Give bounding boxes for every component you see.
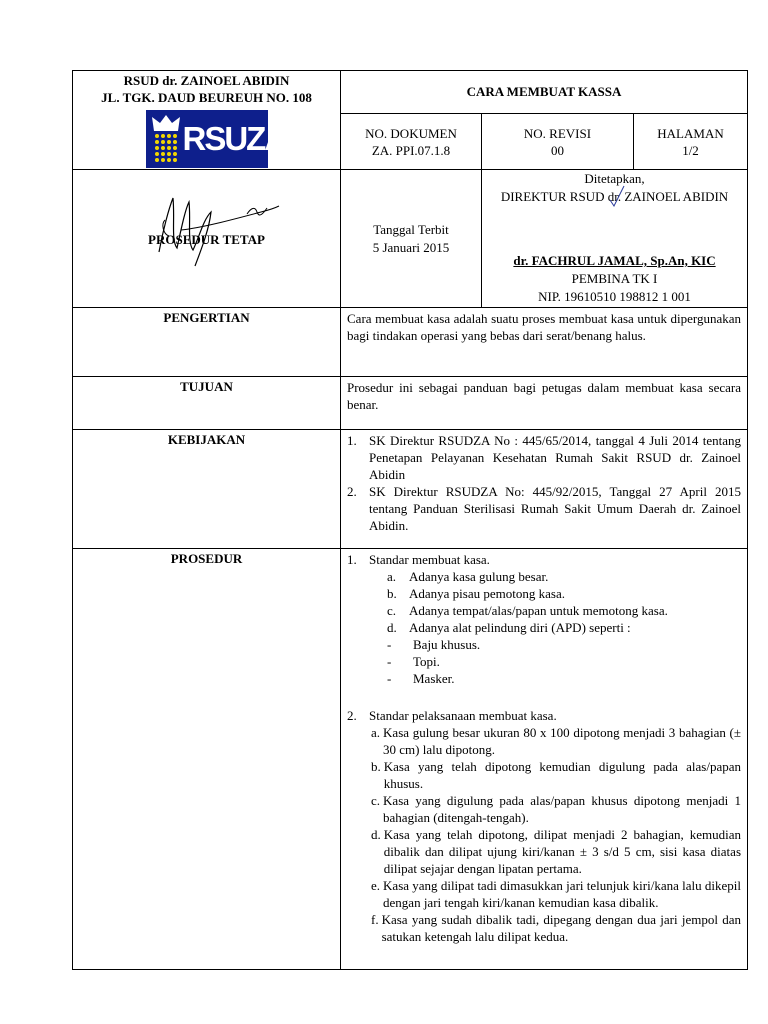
- kebijakan-item-number: 1.: [347, 433, 357, 448]
- prosedur-list: [341, 549, 748, 970]
- revision-label: NO. REVISI: [523, 125, 592, 141]
- step-letter: a.: [371, 725, 381, 740]
- sop-table: [72, 70, 748, 970]
- step-letter: c.: [371, 793, 381, 808]
- sop-document: [72, 70, 747, 970]
- step-text: Kasa yang dilipat tadi dimasukkan jari telunjuk kiri/kana lalu dikepil dengan jari tengah kiri/kanan kemudian kasa dibalik.: [383, 878, 742, 910]
- page-value: 1/2: [682, 142, 699, 158]
- prosedur-step: [347, 758, 741, 792]
- org-header-cell: [73, 71, 341, 170]
- rsuza-logo: [146, 110, 287, 168]
- subitem-letter: b.: [387, 586, 397, 601]
- check-mark-icon: [608, 184, 626, 208]
- prosedur-subitem: [347, 602, 741, 619]
- step-text: Kasa yang telah dipotong, dilipat menjadi 2 bahagian, kemudian dibalik dan dilipat ujung kiri/kanan ± 3 s/d 5 cm, sisi kasa diatas dilipat sejajar dengan lipatan pertama.: [383, 827, 742, 876]
- procedure-type-label: PROSEDUR TETAP: [148, 232, 265, 247]
- step-letter: f.: [371, 912, 379, 927]
- step-letter: d.: [371, 827, 381, 842]
- step-text: Kasa yang telah dipotong kemudian digulung pada alas/papan khusus.: [383, 759, 742, 791]
- subitem-text: Adanya pisau pemotong kasa.: [409, 586, 565, 601]
- step-text: Kasa gulung besar ukuran 80 x 100 dipotong menjadi 3 bahagian (± 30 cm) lalu dipotong.: [383, 725, 742, 757]
- approval-cell: [482, 170, 748, 308]
- apd-item: [347, 636, 741, 653]
- kebijakan-item: [347, 432, 741, 483]
- subitem-letter: d.: [387, 620, 397, 635]
- procedure-type-cell: [73, 170, 341, 308]
- logo-text: RSUZA: [182, 120, 287, 157]
- doc-number-cell: [341, 114, 482, 170]
- step-letter: b.: [371, 759, 381, 774]
- kebijakan-item-text: SK Direktur RSUDZA No : 445/65/2014, tanggal 4 Juli 2014 tentang Penetapan Pelayanan Kesehatan Rumah Sakit RSUD dr. Zainoel Abidin: [369, 433, 742, 482]
- prosedur-item-number: 2.: [347, 708, 357, 723]
- dash-bullet: -: [387, 637, 392, 652]
- signature-icon: [151, 190, 281, 270]
- prosedur-subitem: [347, 619, 741, 636]
- prosedur-label: PROSEDUR: [73, 549, 341, 970]
- prosedur-subitem: [347, 585, 741, 602]
- revision-value: 00: [551, 142, 564, 158]
- director-nip: NIP. 19610510 198812 1 001: [538, 289, 691, 304]
- apd-item: [347, 653, 741, 670]
- prosedur-step: [347, 877, 741, 911]
- kebijakan-item: [347, 483, 741, 534]
- subitem-text: Adanya tempat/alas/papan untuk memotong kasa.: [409, 603, 668, 618]
- kebijakan-item-text: SK Direktur RSUDZA No: 445/92/2015, Tanggal 27 April 2015 tentang Panduan Sterilisasi Rumah Sakit Umum Daerah dr. Zainoel Abidin.: [369, 484, 742, 533]
- page-cell: [634, 114, 748, 170]
- revision-cell: [482, 114, 634, 170]
- org-name: RSUD dr. ZAINOEL ABIDIN: [123, 73, 290, 88]
- prosedur-item: [347, 551, 741, 568]
- issue-date-cell: [341, 170, 482, 308]
- step-text: Kasa yang sudah dibalik tadi, dipegang dengan dua jari jempol dan satukan ketengah lalu dilipat kedua.: [381, 912, 742, 944]
- prosedur-subitem: [347, 568, 741, 585]
- prosedur-step: [347, 911, 741, 945]
- prosedur-step: [347, 792, 741, 826]
- org-address: JL. TGK. DAUD BEUREUH NO. 108: [101, 90, 312, 105]
- document-title: CARA MEMBUAT KASSA: [341, 71, 748, 114]
- step-text: Kasa yang digulung pada alas/papan khusus dipotong menjadi 1 bahagian (ditengah-tengah).: [383, 793, 742, 825]
- rsuza-emblem-icon: [152, 115, 180, 163]
- kebijakan-label: KEBIJAKAN: [73, 430, 341, 549]
- tujuan-label: TUJUAN: [73, 377, 341, 430]
- prosedur-item: [347, 707, 741, 724]
- prosedur-step: [347, 724, 741, 758]
- dash-bullet: -: [387, 654, 392, 669]
- issue-date: 5 Januari 2015: [372, 239, 450, 255]
- dash-bullet: -: [387, 671, 392, 686]
- subitem-text: Adanya alat pelindung diri (APD) seperti :: [409, 620, 631, 635]
- step-letter: e.: [371, 878, 381, 893]
- apd-text: Baju khusus.: [413, 637, 481, 652]
- director-name: dr. FACHRUL JAMAL, Sp.An, KIC: [513, 253, 716, 268]
- set-label: Ditetapkan,: [584, 171, 645, 186]
- tujuan-text: Prosedur ini sebagai panduan bagi petugas dalam membuat kasa secara benar.: [341, 377, 748, 430]
- director-rank: PEMBINA TK I: [571, 271, 658, 286]
- prosedur-step: [347, 826, 741, 877]
- kebijakan-item-number: 2.: [347, 484, 357, 499]
- subitem-letter: a.: [387, 569, 397, 584]
- apd-text: Masker.: [413, 671, 455, 686]
- doc-number-label: NO. DOKUMEN: [365, 125, 457, 141]
- pengertian-label: PENGERTIAN: [73, 308, 341, 377]
- apd-item: [347, 670, 741, 687]
- prosedur-item-text: Standar membuat kasa.: [369, 552, 490, 567]
- prosedur-item-number: 1.: [347, 552, 357, 567]
- prosedur-item-text: Standar pelaksanaan membuat kasa.: [369, 708, 557, 723]
- apd-text: Topi.: [413, 654, 440, 669]
- doc-number-value: ZA. PPI.07.1.8: [371, 142, 451, 158]
- page-label: HALAMAN: [657, 125, 724, 141]
- issue-label: Tanggal Terbit: [373, 221, 449, 237]
- kebijakan-list: [341, 430, 748, 549]
- director-title: DIREKTUR RSUD dr. ZAINOEL ABIDIN: [500, 189, 729, 204]
- pengertian-text: Cara membuat kasa adalah suatu proses membuat kasa untuk dipergunakan bagi tindakan operasi yang bebas dari serat/benang halus.: [341, 308, 748, 377]
- subitem-letter: c.: [387, 603, 397, 618]
- subitem-text: Adanya kasa gulung besar.: [409, 569, 549, 584]
